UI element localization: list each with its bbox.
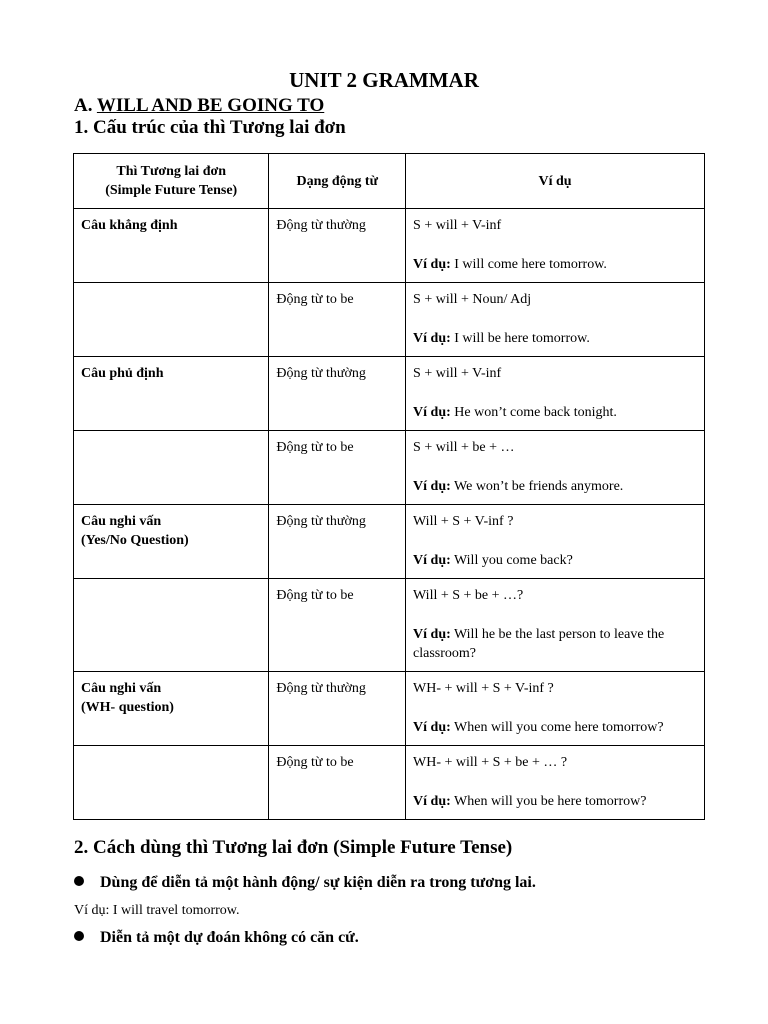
table-header-row [74, 154, 705, 209]
header-example: Ví dụ [406, 154, 705, 209]
sentence-type-label: Câu nghi vấn [81, 681, 162, 696]
section-a-heading [74, 95, 324, 117]
verb-form-text: Động từ thường [276, 366, 366, 381]
verb-form-cell [269, 505, 406, 579]
formula-text: Will + S + be + …? [413, 588, 524, 603]
example-label: Ví dụ: [413, 257, 451, 272]
example-cell [406, 431, 705, 505]
example-label: Ví dụ: [413, 794, 451, 809]
formula-text: WH- + will + S + be + … ? [413, 755, 568, 770]
example-label: Ví dụ: [413, 720, 451, 735]
sentence-type-cell [74, 746, 269, 820]
verb-form-text: Động từ to be [276, 440, 354, 455]
verb-form-text: Động từ to be [276, 588, 354, 603]
example-cell [406, 746, 705, 820]
sentence-type-label: Câu phủ định [81, 366, 164, 381]
table-row [74, 746, 705, 820]
verb-form-text: Động từ to be [276, 292, 354, 307]
bullet-dot-icon [74, 931, 84, 941]
formula-text: Will + S + V-inf ? [413, 514, 514, 529]
table-row [74, 579, 705, 672]
example-cell [406, 672, 705, 746]
table-row [74, 283, 705, 357]
example-line [413, 477, 697, 496]
section-a-title: WILL AND BE GOING TO [96, 95, 325, 116]
verb-form-cell [269, 209, 406, 283]
formula-text: WH- + will + S + V-inf ? [413, 681, 554, 696]
bullet-text: Dùng để diễn tả một hành động/ sự kiện diễn ra trong tương lai. [100, 874, 536, 891]
sentence-type-sublabel: (Yes/No Question) [81, 533, 189, 548]
sentence-type-cell [74, 357, 269, 431]
verb-form-cell [269, 431, 406, 505]
example-text: Will he be the last person to leave the classroom? [413, 627, 665, 661]
grammar-table [73, 153, 705, 820]
example-label: Ví dụ: [413, 405, 451, 420]
table-row [74, 209, 705, 283]
example-label: Ví dụ: [413, 553, 451, 568]
example-cell [406, 505, 705, 579]
example-text: I will be here tomorrow. [454, 331, 590, 346]
example-label: Ví dụ: [413, 479, 451, 494]
verb-form-cell [269, 357, 406, 431]
verb-form-text: Động từ thường [276, 514, 366, 529]
example-text: When will you be here tomorrow? [454, 794, 647, 809]
formula-text: S + will + be + … [413, 440, 515, 455]
header-tense-line1: Thì Tương lai đơn [116, 164, 227, 179]
header-verb-form: Dạng động từ [269, 154, 406, 209]
example-cell [406, 579, 705, 672]
example-text: I will come here tomorrow. [454, 257, 607, 272]
example-sentence: Ví dụ: I will travel tomorrow. [74, 903, 240, 918]
formula-text: S + will + V-inf [413, 366, 502, 381]
verb-form-text: Động từ thường [276, 681, 366, 696]
sentence-type-cell [74, 505, 269, 579]
section-2-heading: 2. Cách dùng thì Tương lai đơn (Simple Future Tense) [74, 837, 513, 858]
table-row [74, 672, 705, 746]
sentence-type-cell [74, 431, 269, 505]
sentence-type-cell [74, 209, 269, 283]
example-label: Ví dụ: [413, 627, 451, 642]
sentence-type-cell [74, 579, 269, 672]
example-cell [406, 209, 705, 283]
example-cell [406, 357, 705, 431]
example-line [413, 625, 697, 663]
sentence-type-cell [74, 283, 269, 357]
sentence-type-label: Câu khẳng định [81, 218, 178, 233]
example-line [413, 551, 697, 570]
table-row [74, 505, 705, 579]
example-text: He won’t come back tonight. [454, 405, 617, 420]
verb-form-cell [269, 579, 406, 672]
verb-form-cell [269, 672, 406, 746]
example-text: We won’t be friends anymore. [454, 479, 624, 494]
sentence-type-sublabel: (WH- question) [81, 700, 174, 715]
formula-text: S + will + V-inf [413, 218, 502, 233]
page-title: UNIT 2 GRAMMAR [289, 68, 479, 92]
bullet-text: Diễn tả một dự đoán không có căn cứ. [100, 929, 359, 946]
bullet-dot-icon [74, 876, 84, 886]
example-line [413, 329, 697, 348]
bullet-item [74, 929, 359, 947]
bullet-item [74, 874, 536, 892]
table-row [74, 357, 705, 431]
verb-form-cell [269, 283, 406, 357]
example-cell [406, 283, 705, 357]
sentence-type-label: Câu nghi vấn [81, 514, 162, 529]
example-line [413, 403, 697, 422]
example-line [413, 718, 697, 737]
example-line [413, 255, 697, 274]
header-tense [74, 154, 269, 209]
formula-text: S + will + Noun/ Adj [413, 292, 532, 307]
header-tense-line2: (Simple Future Tense) [105, 183, 238, 198]
example-text: Will you come back? [454, 553, 573, 568]
sentence-type-cell [74, 672, 269, 746]
verb-form-cell [269, 746, 406, 820]
example-line [413, 792, 697, 811]
example-label: Ví dụ: [413, 331, 451, 346]
table-row [74, 431, 705, 505]
verb-form-text: Động từ thường [276, 218, 366, 233]
section-a-prefix: A. [74, 95, 97, 116]
example-text: When will you come here tomorrow? [454, 720, 664, 735]
verb-form-text: Động từ to be [276, 755, 354, 770]
subsection-1-heading: 1. Cấu trúc của thì Tương lai đơn [74, 117, 346, 138]
